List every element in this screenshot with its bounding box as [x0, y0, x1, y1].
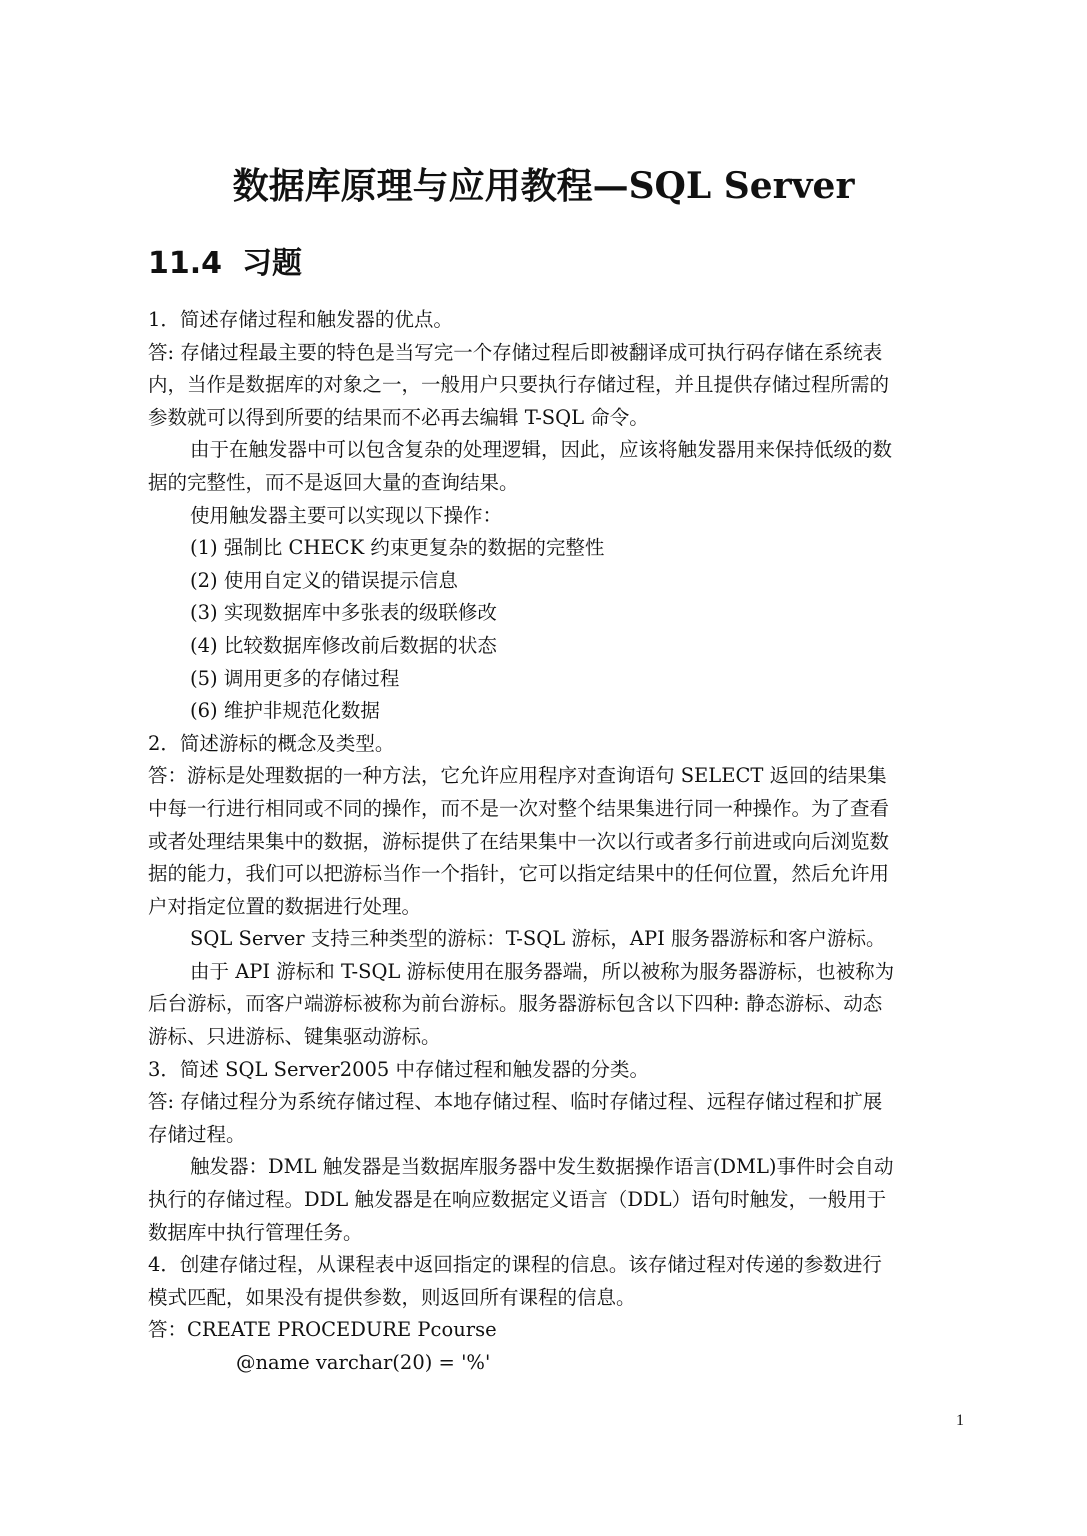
- page-number: 1: [956, 1412, 964, 1429]
- question-2: 2．简述游标的概念及类型。: [148, 731, 395, 755]
- document-title: 数据库原理与应用教程—SQL Server: [232, 165, 855, 207]
- answer-line: 中每一行进行相同或不同的操作，而不是一次对整个结果集进行同一种操作。为了查看: [148, 796, 890, 820]
- question-4: 4．创建存储过程，从课程表中返回指定的课程的信息。该存储过程对传递的参数进行: [148, 1253, 882, 1277]
- paragraph-line: 游标、只进游标、键集驱动游标。: [148, 1025, 441, 1049]
- answer-line: 内，当作是数据库的对象之一，一般用户只要执行存储过程，并且提供存储过程所需的: [148, 373, 890, 397]
- section-title: 习题: [242, 246, 302, 281]
- answer-line: 参数就可以得到所要的结果而不必再去编辑 T-SQL 命令。: [148, 405, 649, 429]
- answer-line: 答：游标是处理数据的一种方法，它允许应用程序对查询语句 SELECT 返回的结果集: [148, 764, 887, 788]
- list-item: (4) 比较数据库修改前后数据的状态: [190, 633, 497, 657]
- paragraph-line: 数据库中执行管理任务。: [148, 1220, 363, 1244]
- paragraph-line: 使用触发器主要可以实现以下操作：: [190, 503, 503, 527]
- list-item: (1) 强制比 CHECK 约束更复杂的数据的完整性: [190, 536, 605, 560]
- answer-line: 或者处理结果集中的数据，游标提供了在结果集中一次以行或者多行前进或向后浏览数: [148, 829, 890, 853]
- answer-line: 据的能力，我们可以把游标当作一个指针，它可以指定结果中的任何位置，然后允许用: [148, 862, 890, 886]
- paragraph-line: 执行的存储过程。DDL 触发器是在响应数据定义语言（DDL）语句时触发，一般用于: [148, 1188, 887, 1212]
- paragraph-line: 据的完整性，而不是返回大量的查询结果。: [148, 470, 519, 494]
- section-number: 11.4: [148, 246, 223, 281]
- answer-code-line: 答：CREATE PROCEDURE Pcourse: [148, 1318, 497, 1342]
- question-4-continued: 模式匹配，如果没有提供参数，则返回所有课程的信息。: [148, 1285, 636, 1309]
- answer-line: 存储过程。: [148, 1122, 246, 1146]
- list-item: (5) 调用更多的存储过程: [190, 666, 400, 690]
- list-item: (2) 使用自定义的错误提示信息: [190, 568, 458, 592]
- question-1: 1．简述存储过程和触发器的优点。: [148, 308, 453, 331]
- list-item: (3) 实现数据库中多张表的级联修改: [190, 601, 497, 625]
- document-body: [148, 304, 978, 1380]
- answer-code-line: @name varchar(20) = '%': [236, 1351, 491, 1374]
- question-3: 3．简述 SQL Server2005 中存储过程和触发器的分类。: [148, 1057, 650, 1081]
- answer-line: 答: 存储过程分为系统存储过程、本地存储过程、临时存储过程、远程存储过程和扩展: [148, 1090, 883, 1114]
- paragraph-line: 由于 API 游标和 T-SQL 游标使用在服务器端，所以被称为服务器游标，也被称为: [190, 959, 895, 983]
- paragraph-line: 由于在触发器中可以包含复杂的处理逻辑，因此，应该将触发器用来保持低级的数: [190, 438, 893, 462]
- list-item: (6) 维护非规范化数据: [190, 699, 380, 723]
- paragraph-line: SQL Server 支持三种类型的游标：T-SQL 游标，API 服务器游标和客户游标。: [190, 927, 886, 951]
- answer-line: 户对指定位置的数据进行处理。: [148, 894, 422, 918]
- paragraph-line: 后台游标，而客户端游标被称为前台游标。服务器游标包含以下四种: 静态游标、动态: [148, 992, 883, 1016]
- paragraph-line: 触发器：DML 触发器是当数据库服务器中发生数据操作语言(DML)事件时会自动: [190, 1155, 894, 1179]
- section-heading: [148, 238, 302, 282]
- answer-line: 答: 存储过程最主要的特色是当写完一个存储过程后即被翻译成可执行码存储在系统表: [148, 340, 883, 364]
